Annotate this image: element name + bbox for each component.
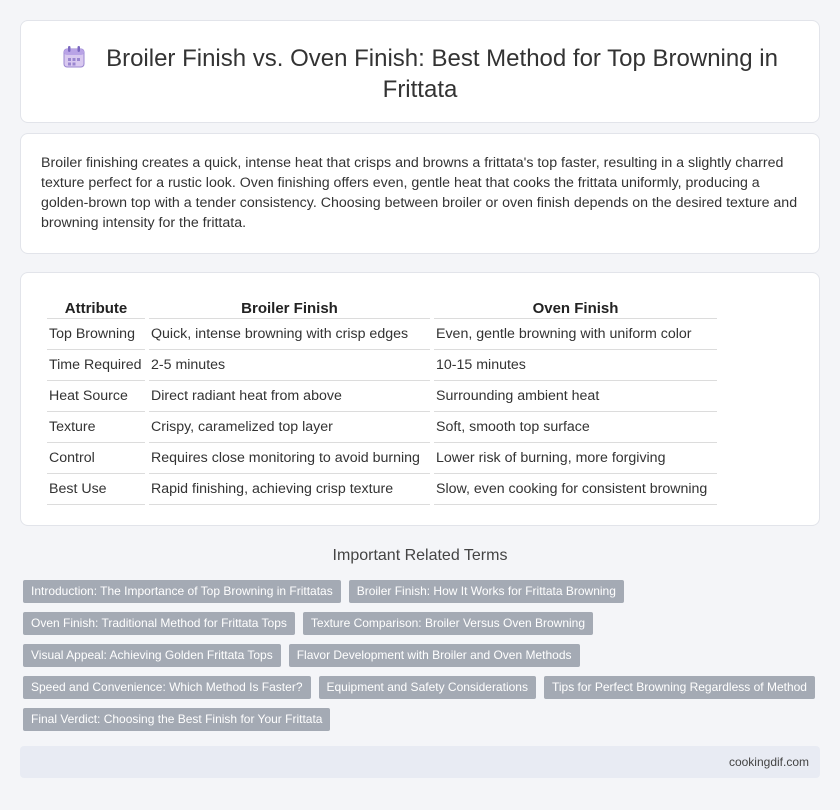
cell-broiler: Rapid finishing, achieving crisp texture bbox=[149, 474, 430, 505]
related-terms-list bbox=[23, 580, 823, 740]
cell-attribute: Top Browning bbox=[47, 319, 145, 350]
header-oven: Oven Finish bbox=[434, 295, 717, 319]
cell-attribute: Texture bbox=[47, 412, 145, 443]
page-title: Broiler Finish vs. Oven Finish: Best Method for Top Browning in Frittata bbox=[106, 45, 778, 103]
related-term-link[interactable]: Final Verdict: Choosing the Best Finish for Your Frittata bbox=[23, 708, 330, 731]
table-header-row bbox=[47, 295, 717, 319]
related-term-link[interactable]: Speed and Convenience: Which Method Is Faster? bbox=[23, 676, 311, 699]
related-term-link[interactable]: Visual Appeal: Achieving Golden Frittata Tops bbox=[23, 644, 281, 667]
related-terms-heading: Important Related Terms bbox=[332, 547, 508, 564]
header-broiler: Broiler Finish bbox=[149, 295, 430, 319]
table-row bbox=[47, 474, 717, 505]
cell-attribute: Control bbox=[47, 443, 145, 474]
related-term-link[interactable]: Tips for Perfect Browning Regardless of Method bbox=[544, 676, 815, 699]
calendar-icon bbox=[62, 45, 86, 69]
footer bbox=[20, 746, 820, 778]
cell-oven: Even, gentle browning with uniform color bbox=[434, 319, 717, 350]
title-card bbox=[20, 20, 820, 123]
related-term-link[interactable]: Broiler Finish: How It Works for Frittata Browning bbox=[349, 580, 624, 603]
page-title-wrap bbox=[61, 43, 779, 105]
comparison-card bbox=[20, 272, 820, 526]
table-row bbox=[47, 443, 717, 474]
cell-attribute: Time Required bbox=[47, 350, 145, 381]
cell-oven: Surrounding ambient heat bbox=[434, 381, 717, 412]
table-row bbox=[47, 350, 717, 381]
cell-oven: Slow, even cooking for consistent browning bbox=[434, 474, 717, 505]
cell-broiler: Quick, intense browning with crisp edges bbox=[149, 319, 430, 350]
related-term-link[interactable]: Introduction: The Importance of Top Browning in Frittatas bbox=[23, 580, 341, 603]
cell-broiler: Direct radiant heat from above bbox=[149, 381, 430, 412]
related-term-link[interactable]: Flavor Development with Broiler and Oven Methods bbox=[289, 644, 580, 667]
intro-card bbox=[20, 133, 820, 254]
cell-broiler: Requires close monitoring to avoid burning bbox=[149, 443, 430, 474]
cell-oven: Soft, smooth top surface bbox=[434, 412, 717, 443]
related-term-link[interactable]: Oven Finish: Traditional Method for Frittata Tops bbox=[23, 612, 295, 635]
table-row bbox=[47, 319, 717, 350]
cell-broiler: Crispy, caramelized top layer bbox=[149, 412, 430, 443]
related-term-link[interactable]: Texture Comparison: Broiler Versus Oven Browning bbox=[303, 612, 593, 635]
cell-oven: Lower risk of burning, more forgiving bbox=[434, 443, 717, 474]
cell-oven: 10-15 minutes bbox=[434, 350, 717, 381]
intro-paragraph: Broiler finishing creates a quick, intense heat that crisps and browns a frittata's top faster, resulting in a slightly charred texture perfect for a rustic look. Oven finishing offers even, gentle heat that cooks the frittata uniformly, producing a golden-brown top with a tender consistency. Choosing between broiler or oven finish depends on the desired texture and browning intensity for the frittata. bbox=[41, 155, 798, 231]
cell-attribute: Best Use bbox=[47, 474, 145, 505]
footer-site-name: cookingdif.com bbox=[728, 755, 809, 769]
cell-broiler: 2-5 minutes bbox=[149, 350, 430, 381]
related-term-link[interactable]: Equipment and Safety Considerations bbox=[319, 676, 536, 699]
comparison-table bbox=[43, 295, 721, 505]
table-row bbox=[47, 381, 717, 412]
cell-attribute: Heat Source bbox=[47, 381, 145, 412]
table-row bbox=[47, 412, 717, 443]
header-attribute: Attribute bbox=[47, 295, 145, 319]
